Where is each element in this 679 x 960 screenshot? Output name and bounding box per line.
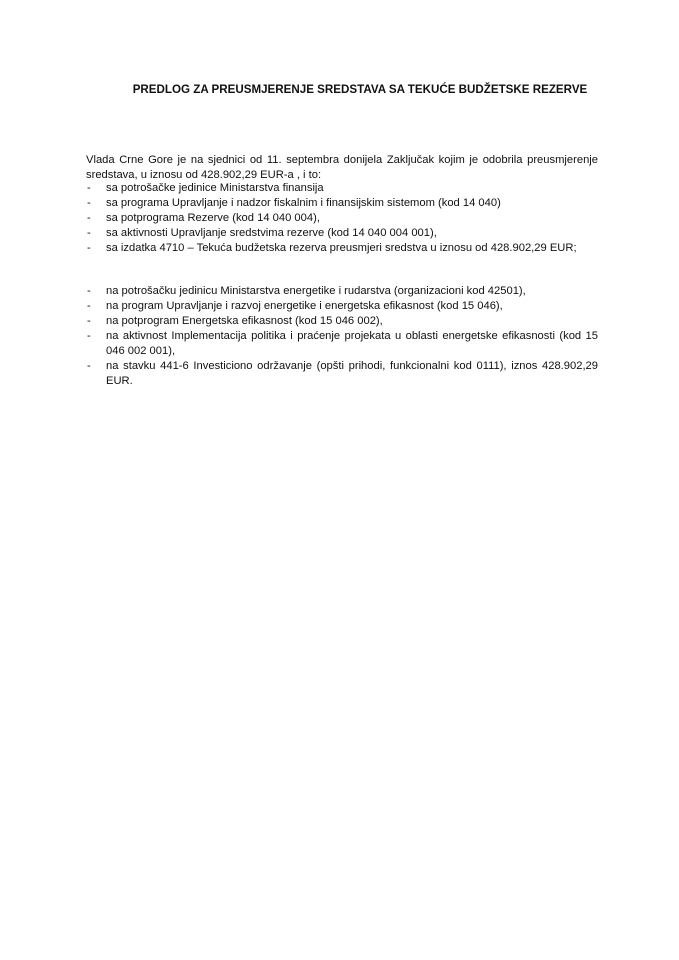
bullet-dash: - (87, 212, 91, 224)
bullet-dash: - (87, 227, 91, 239)
bullet-dash: - (87, 182, 91, 194)
list-item (86, 211, 598, 226)
source-list (86, 181, 598, 256)
list-item (86, 196, 598, 211)
list-item-text: sa potrošačke jedinice Ministarstva finansija (106, 182, 324, 194)
list-item (86, 359, 598, 389)
intro-paragraph: Vlada Crne Gore je na sjednici od 11. septembra donijela Zaključak kojim je odobrila preusmjerenje sredstava, u iznosu od 428.902,29 EUR-a , i to: (86, 154, 598, 181)
list-item (86, 241, 598, 256)
list-item (86, 314, 598, 329)
list-item (86, 329, 598, 359)
destination-list (86, 284, 598, 389)
document-title: PREDLOG ZA PREUSMJERENJE SREDSTAVA SA TEKUĆE BUDŽETSKE REZERVE (132, 83, 588, 96)
list-item-text: na aktivnost Implementacija politika i praćenje projekata u oblasti energetske efikasnosti (kod 15 046 002 001), (106, 330, 598, 357)
list-item-text: na program Upravljanje i razvoj energetike i energetska efikasnost (kod 15 046), (106, 300, 503, 312)
bullet-dash: - (87, 330, 91, 342)
list-item-text: sa aktivnosti Upravljanje sredstvima rezerve (kod 14 040 004 001), (106, 227, 437, 239)
bullet-dash: - (87, 315, 91, 327)
list-item (86, 181, 598, 196)
list-item-text: na stavku 441-6 Investiciono održavanje (opšti prihodi, funkcionalni kod 0111), iznos 428.902,29 EUR. (106, 360, 598, 387)
bullet-dash: - (87, 197, 91, 209)
list-item-text: na potprogram Energetska efikasnost (kod 15 046 002), (106, 315, 383, 327)
bullet-dash: - (87, 285, 91, 297)
list-item (86, 226, 598, 241)
list-item-text: sa izdatka 4710 – Tekuća budžetska rezerva preusmjeri sredstva u iznosu od 428.902,29 EUR; (106, 242, 577, 254)
list-item-text: na potrošačku jedinicu Ministarstva energetike i rudarstva (organizacioni kod 42501), (106, 285, 526, 297)
bullet-dash: - (87, 300, 91, 312)
list-item (86, 284, 598, 299)
list-item (86, 299, 598, 314)
bullet-dash: - (87, 242, 91, 254)
list-item-text: sa potprograma Rezerve (kod 14 040 004), (106, 212, 320, 224)
bullet-dash: - (87, 360, 91, 372)
list-item-text: sa programa Upravljanje i nadzor fiskalnim i finansijskim sistemom (kod 14 040) (106, 197, 501, 209)
